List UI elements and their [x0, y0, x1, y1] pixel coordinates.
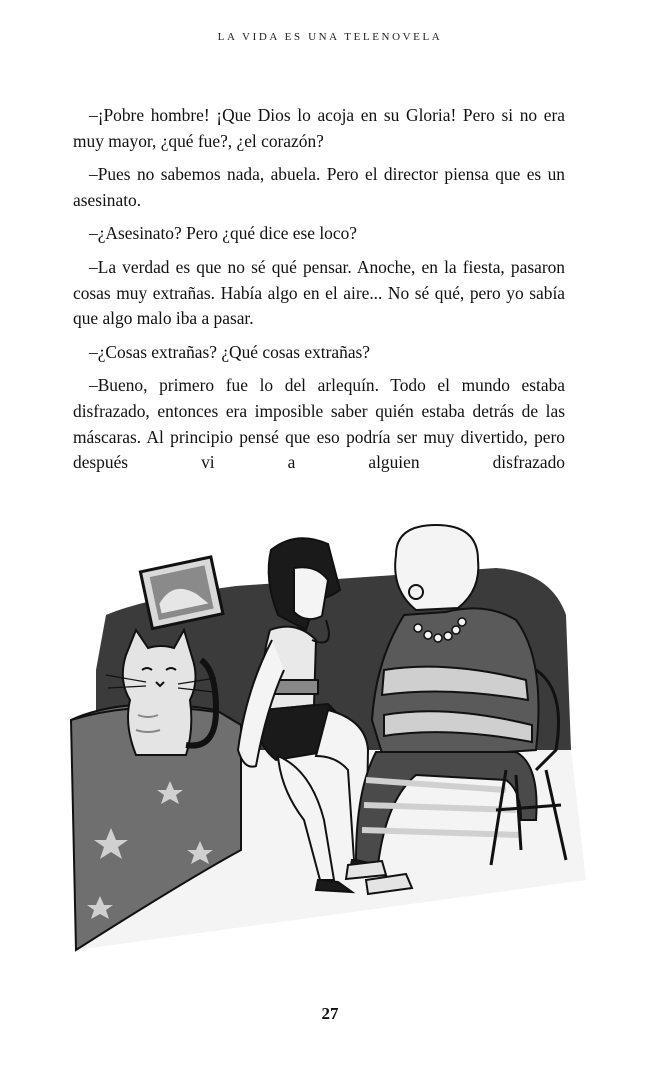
illustration [66, 520, 606, 960]
running-head: LA VIDA ES UNA TELENOVELA [217, 31, 443, 43]
body-text [73, 103, 565, 484]
paragraph: –Bueno, primero fue lo del arlequín. Todo el mundo estaba disfrazado, entonces era imposible saber quién estaba detrás de las máscaras. Al principio pensé que eso podría ser muy divertido, pero después vi a alguien disfrazado [73, 375, 565, 473]
paragraph: –¿Cosas extrañas? ¿Qué cosas extrañas? [89, 341, 371, 362]
paragraph: –Pues no sabemos nada, abuela. Pero el director piensa que es un asesinato. [73, 164, 565, 210]
page-number: 27 [321, 1004, 339, 1023]
paragraph: –¿Asesinato? Pero ¿qué dice ese loco? [89, 223, 357, 244]
paragraph: –La verdad es que no sé qué pensar. Anoche, en la fiesta, pasaron cosas muy extrañas. Había algo en el aire... No sé qué, pero yo sabía que algo malo iba a pasar. [73, 256, 565, 329]
paragraph: –¡Pobre hombre! ¡Que Dios lo acoja en su Gloria! Pero si no era muy mayor, ¿qué fue?, ¿el corazón? [73, 105, 565, 151]
